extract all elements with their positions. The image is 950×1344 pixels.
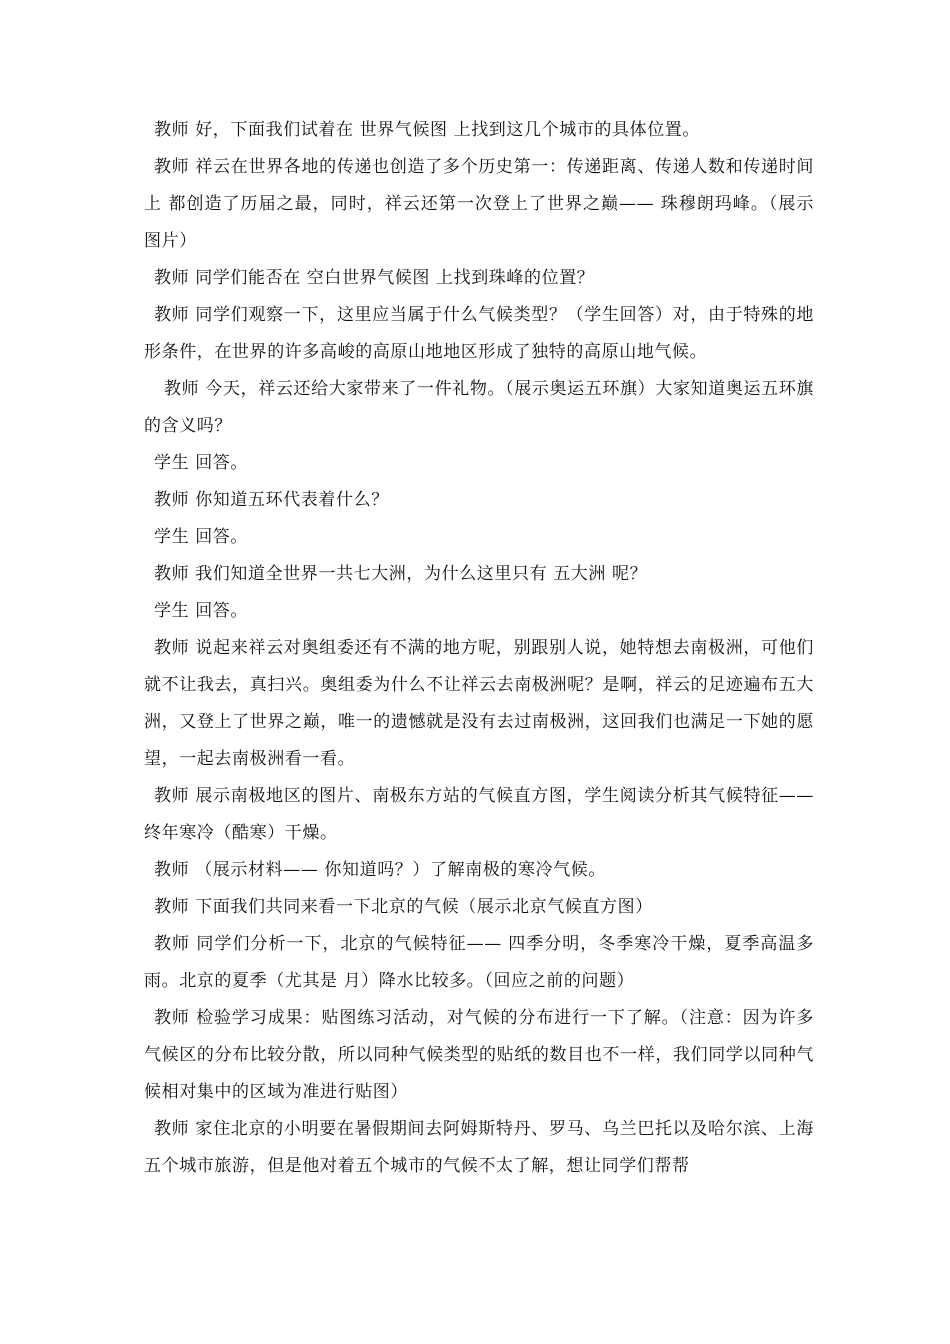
paragraph-13: 教师 （展示材料—— 你知道吗？）了解南极的寒冷气候。 (154, 860, 607, 880)
paragraph-9: 教师 我们知道全世界一共七大洲，为什么这里只有 五大洲 呢？ (154, 564, 648, 584)
paragraph-15: 教师 同学们分析一下，北京的气候特征—— 四季分明，冬季寒冷干燥，夏季高温多雨。北京的夏季（尤其是 月）降水比较多。（回应之前的问题） (144, 934, 814, 991)
paragraph-1: 教师 好，下面我们试着在 世界气候图 上找到这几个城市的具体位置。 (154, 120, 701, 140)
paragraph-3: 教师 同学们能否在 空白世界气候图 上找到珠峰的位置？ (154, 268, 595, 288)
paragraph-11: 教师 说起来祥云对奥组委还有不满的地方呢，别跟别人说，她特想去南极洲，可他们就不让我去，真扫兴。奥组委为什么不让祥云去南极洲呢？是啊，祥云的足迹遍布五大洲，又登上了世界之巅，唯一的遗憾就是没有去过南极洲，这回我们也满足一下她的愿望，一起去南极洲看一看。 (144, 638, 814, 769)
paragraph-2: 教师 祥云在世界各地的传递也创造了多个历史第一：传递距离、传递人数和传递时间上 都创造了历届之最，同时，祥云还第一次登上了世界之巅—— 珠穆朗玛峰。（展示图片） (144, 157, 814, 251)
paragraph-7: 教师 你知道五环代表着什么？ (154, 490, 389, 510)
paragraph-17: 教师 家住北京的小明要在暑假期间去阿姆斯特丹、罗马、乌兰巴托以及哈尔滨、上海五个城市旅游，但是他对着五个城市的气候不太了解，想让同学们帮帮 (144, 1119, 814, 1176)
paragraph-14: 教师 下面我们共同来看一下北京的气候（展示北京气候直方图） (154, 897, 653, 917)
paragraph-5: 教师 今天，祥云还给大家带来了一件礼物。（展示奥运五环旗）大家知道奥运五环旗的含义吗？ (144, 379, 814, 436)
paragraph-8: 学生 回答。 (154, 527, 249, 547)
paragraph-4: 教师 同学们观察一下，这里应当属于什么气候类型？（学生回答）对，由于特殊的地形条件，在世界的许多高峻的高原山地地区形成了独特的高原山地气候。 (144, 305, 814, 362)
document-body (144, 112, 814, 1185)
paragraph-10: 学生 回答。 (154, 601, 249, 621)
paragraph-6: 学生 回答。 (154, 453, 249, 473)
paragraph-16: 教师 检验学习成果：贴图练习活动，对气候的分布进行一下了解。（注意：因为许多气候区的分布比较分散，所以同种气候类型的贴纸的数目也不一样，我们同学以同种气候相对集中的区域为准进行贴图） (144, 1008, 814, 1102)
paragraph-12: 教师 展示南极地区的图片、南极东方站的气候直方图，学生阅读分析其气候特征—— 终年寒冷（酷寒）干燥。 (144, 786, 814, 843)
